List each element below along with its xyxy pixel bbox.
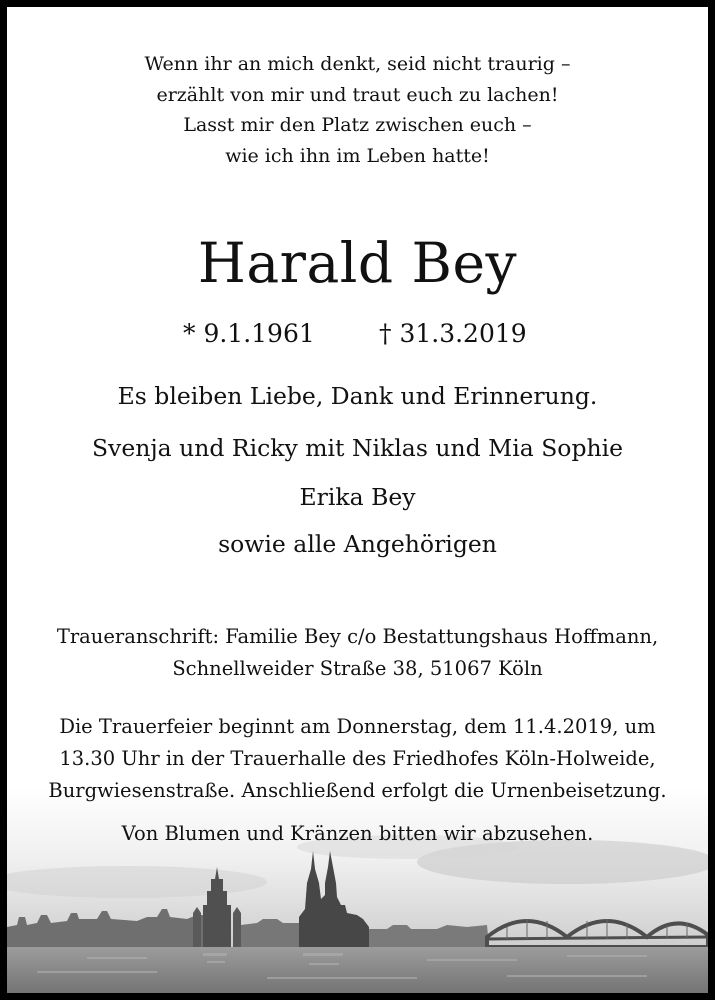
death-date: † 31.3.2019 [379,319,527,348]
birth-date: * 9.1.1961 [183,319,315,348]
deceased-name: Harald Bey [197,231,518,295]
bridge-deck [487,937,708,939]
verse-line: erzählt von mir und traut euch zu lachen! [156,83,559,106]
verse-line: wie ich ihn im Leben hatte! [225,144,490,167]
mourning-address: Schnellweider Straße 38, 51067 Köln [172,657,543,680]
verse-line: Lasst mir den Platz zwischen euch – [183,114,532,136]
funeral-info-line: Die Trauerfeier beginnt am Donnerstag, dem 11.4.2019, um [59,715,656,738]
mourner-line: Erika Bey [299,483,416,511]
verse-line: Wenn ihr an mich denkt, seid nicht traurig – [144,53,571,75]
closing-line: Es bleiben Liebe, Dank und Erinnerung. [117,382,598,410]
funeral-info-line: Burgwiesenstraße. Anschließend erfolgt die Urnenbeisetzung. [48,779,667,802]
mourner-line: Svenja und Ricky mit Niklas und Mia Sophie [91,434,624,462]
flowers-request: Von Blumen und Kränzen bitten wir abzusehen. [121,822,594,845]
rhine-water [7,947,708,1000]
mourner-line: sowie alle Angehörigen [218,530,497,558]
funeral-info-line: 13.30 Uhr in der Trauerhalle des Friedhofes Köln-Holweide, [59,747,656,770]
mourning-address: Traueranschrift: Familie Bey c/o Bestattungshaus Hoffmann, [56,625,659,648]
memorial-verse [7,49,708,171]
